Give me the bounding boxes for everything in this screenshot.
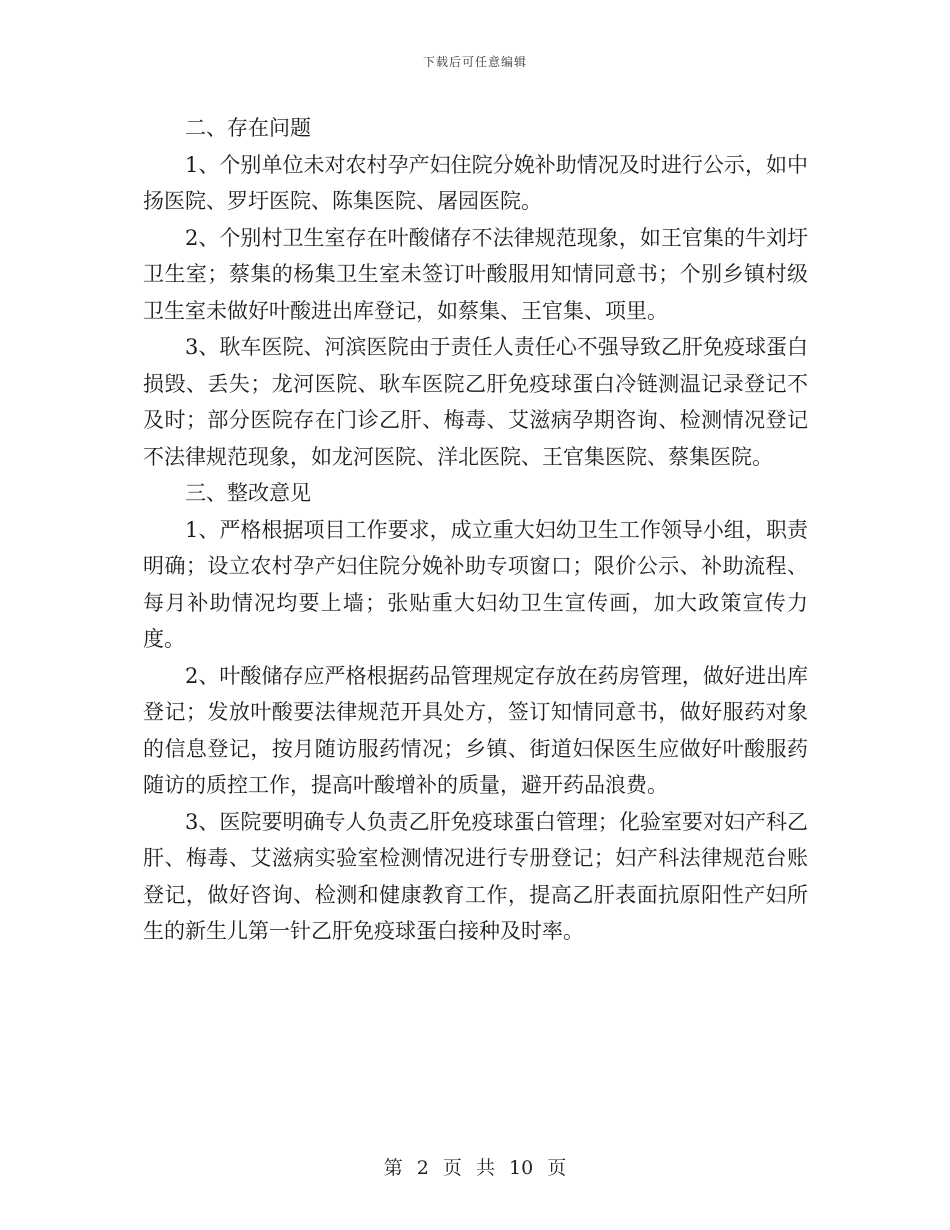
section-heading-rectification: 三、整改意见 bbox=[185, 481, 311, 505]
problem-item-3: 3、耿车医院、河滨医院由于责任人责任心不强导致乙肝免疫球蛋白损毁、丢失；龙河医院、耿车医院乙肝免疫球蛋白冷链测温记录登记不及时；部分医院存在门诊乙肝、梅毒、艾滋病孕期咨询、检测情况登记不法律规范现象，如龙河医院、洋北医院、王官集医院、蔡集医院。 bbox=[143, 335, 808, 469]
problem-item-2: 2、个别村卫生室存在叶酸储存不法律规范现象，如王官集的牛刘圩卫生室；蔡集的杨集卫生室未签订叶酸服用知情同意书；个别乡镇村级卫生室未做好叶酸进出库登记，如蔡集、王官集、项里。 bbox=[143, 225, 808, 323]
page-footer bbox=[0, 1153, 950, 1180]
problem-item-1: 1、个别单位未对农村孕产妇住院分娩补助情况及时进行公示，如中扬医院、罗圩医院、陈集医院、屠园医院。 bbox=[143, 152, 808, 213]
page-header: 下载后可任意编辑 bbox=[422, 55, 527, 69]
footer-total-word: 共 bbox=[475, 1157, 495, 1179]
rectification-item-2: 2、叶酸储存应严格根据药品管理规定存放在药房管理，做好进出库登记；发放叶酸要法律规范开具处方，签订知情同意书，做好服药对象的信息登记，按月随访服药情况；乡镇、街道妇保医生应做好叶酸服药随访的质控工作，提高叶酸增补的质量，避开药品浪费。 bbox=[143, 663, 808, 797]
footer-current-page: 2 bbox=[416, 1157, 429, 1179]
section-heading-problems: 二、存在问题 bbox=[185, 116, 311, 140]
footer-page-word: 页 bbox=[442, 1157, 462, 1179]
footer-total-pages: 10 bbox=[509, 1157, 534, 1179]
footer-suffix: 页 bbox=[547, 1157, 567, 1179]
document-body bbox=[143, 110, 808, 950]
footer-prefix: 第 bbox=[383, 1157, 403, 1179]
rectification-item-3: 3、医院要明确专人负责乙肝免疫球蛋白管理；化验室要对妇产科乙肝、梅毒、艾滋病实验室检测情况进行专册登记；妇产科法律规范台账登记，做好咨询、检测和健康教育工作，提高乙肝表面抗原阳性产妇所生的新生儿第一针乙肝免疫球蛋白接种及时率。 bbox=[143, 809, 808, 943]
rectification-item-1: 1、严格根据项目工作要求，成立重大妇幼卫生工作领导小组，职责明确；设立农村孕产妇住院分娩补助专项窗口；限价公示、补助流程、每月补助情况均要上墙；张贴重大妇幼卫生宣传画，加大政策宣传力度。 bbox=[143, 517, 808, 651]
